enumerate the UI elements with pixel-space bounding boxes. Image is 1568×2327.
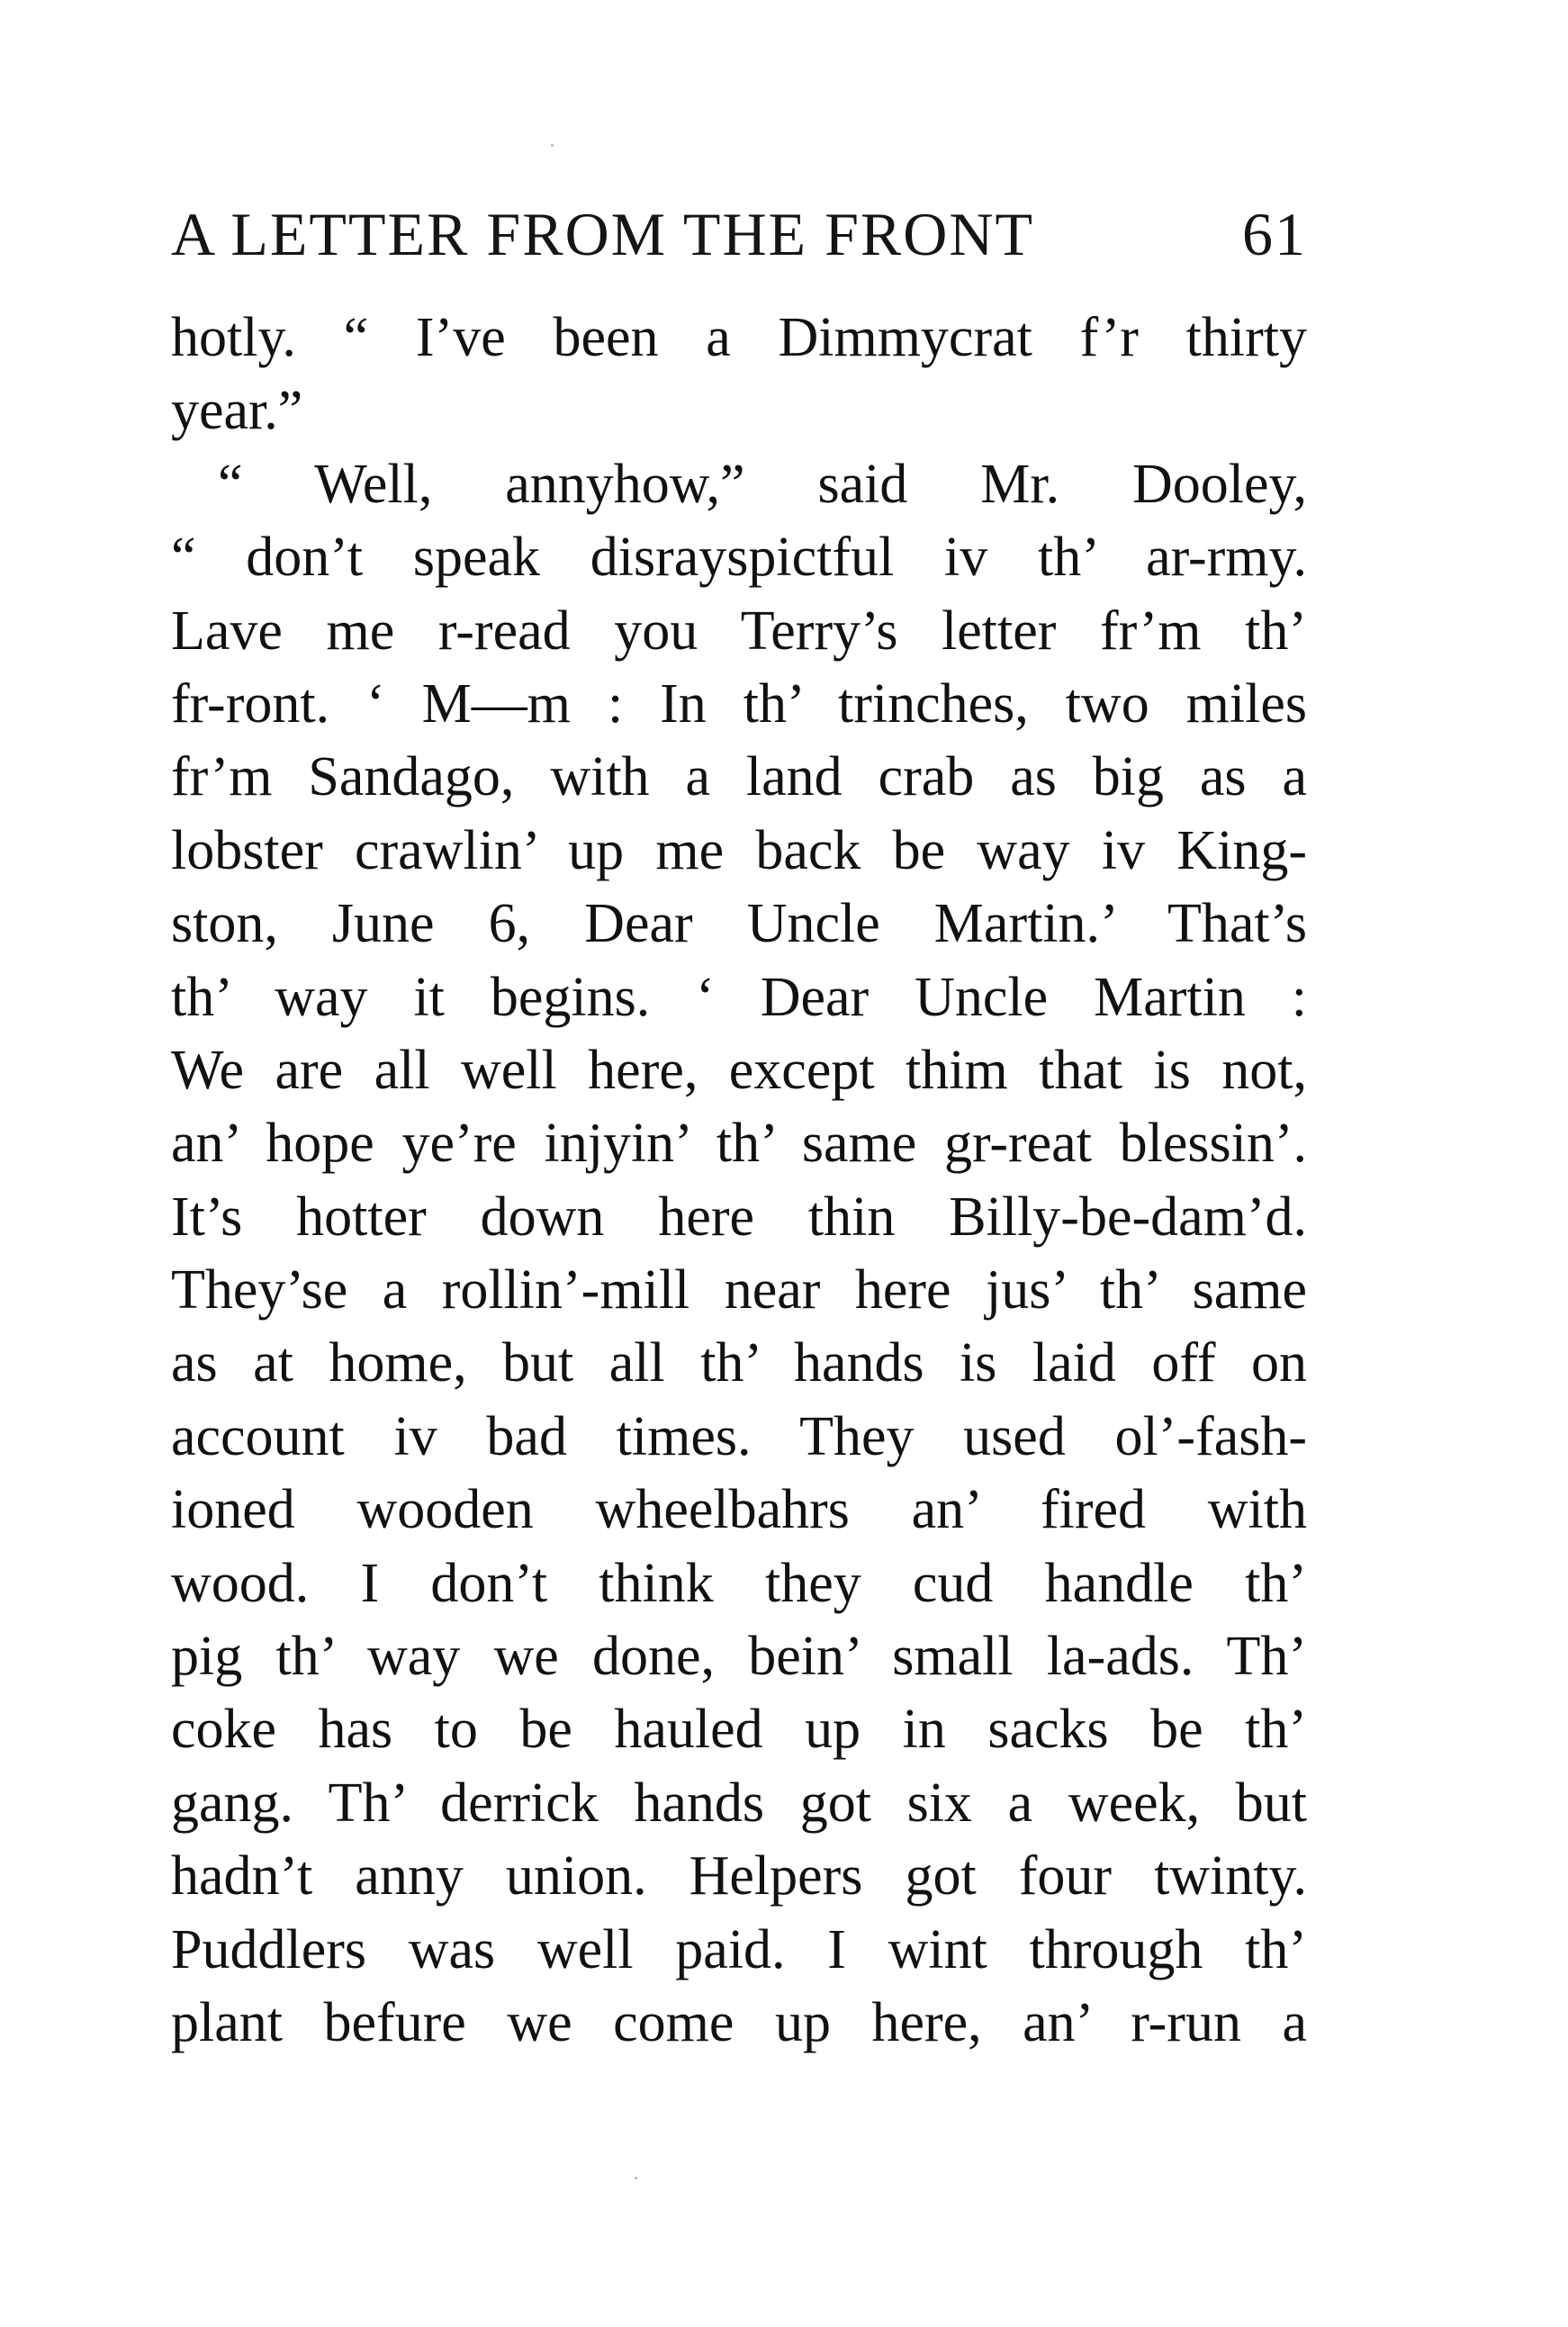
text-line: lobster crawlin’ up me back be way iv King- bbox=[171, 819, 1307, 881]
paper-speck bbox=[551, 144, 554, 147]
running-title: A LETTER FROM THE FRONT bbox=[171, 200, 1035, 268]
text-line: fr’m Sandago, with a land crab as big as a bbox=[171, 746, 1307, 808]
text-line: ston, June 6, Dear Uncle Martin.’ That’s bbox=[171, 893, 1307, 955]
text-line: pig th’ way we done, bein’ small la-ads. Th’ bbox=[171, 1626, 1307, 1688]
text-line: year.” bbox=[171, 380, 303, 442]
text-line: We are all well here, except thim that is not, bbox=[171, 1039, 1307, 1101]
text-line: hadn’t anny union. Helpers got four twinty. bbox=[171, 1845, 1307, 1908]
text-line: Lave me r-read you Terry’s letter fr’m th’ bbox=[171, 600, 1307, 662]
text-line: coke has to be hauled up in sacks be th’ bbox=[171, 1699, 1307, 1761]
text-line: an’ hope ye’re injyin’ th’ same gr-reat blessin’. bbox=[171, 1113, 1307, 1175]
text-line: They’se a rollin’-mill near here jus’ th’ same bbox=[171, 1259, 1307, 1321]
text-line: as at home, but all th’ hands is laid off on bbox=[171, 1332, 1307, 1394]
text-line: Puddlers was well paid. I wint through th’ bbox=[171, 1918, 1307, 1980]
text-line: fr-ront. ‘ M—m : In th’ trinches, two miles bbox=[171, 672, 1307, 735]
text-line: wood. I don’t think they cud handle th’ bbox=[171, 1552, 1307, 1614]
text-line: plant befure we come up here, an’ r-run a bbox=[171, 1991, 1307, 2053]
text-line: “ Well, annyhow,” said Mr. Dooley, bbox=[218, 453, 1307, 515]
text-line: th’ way it begins. ‘ Dear Uncle Martin : bbox=[171, 966, 1307, 1028]
body-text bbox=[171, 302, 1307, 2060]
running-header bbox=[171, 194, 1307, 275]
text-line: “ don’t speak disrayspictful iv th’ ar-rmy. bbox=[171, 527, 1307, 589]
text-line: ioned wooden wheelbahrs an’ fired with bbox=[171, 1479, 1307, 1541]
page-number: 61 bbox=[1242, 200, 1307, 268]
text-line: account iv bad times. They used ol’-fash- bbox=[171, 1405, 1307, 1467]
text-line: hotly. “ I’ve been a Dimmycrat f’r thirty bbox=[171, 307, 1307, 368]
text-line: gang. Th’ derrick hands got six a week, but bbox=[171, 1772, 1307, 1834]
paper-speck bbox=[635, 2177, 637, 2179]
text-line: It’s hotter down here thin Billy-be-dam’d. bbox=[171, 1186, 1307, 1248]
